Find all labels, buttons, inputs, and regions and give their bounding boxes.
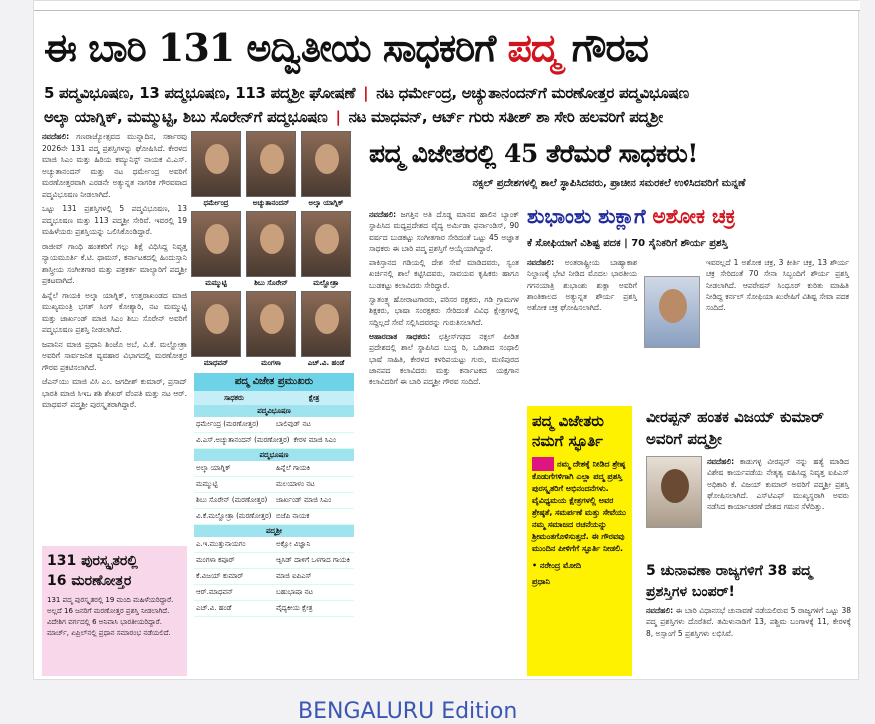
table-row <box>194 553 354 569</box>
photo-shibu-soren <box>246 211 296 291</box>
portrait-image <box>246 131 296 197</box>
table-section-label: ಪದ್ಮವಿಭೂಷಣ <box>194 405 354 417</box>
box-title: 16 ಮರಣೋತ್ತರ <box>47 573 132 589</box>
shubhanshu-body-2: ಇವರಲ್ಲದೆ 1 ಅಶೋಕ ಚಕ್ರ, 3 ಕೀರ್ತಿ ಚಕ್ರ, 13 ಶೌರ್ಯ ಚಕ್ರ ಸೇರಿದಂತೆ 70 ಸೇನಾ ಸಿಬ್ಬಂದಿಗೆ ಶೌರ್ಯ ಪ್ರಶಸ್ತಿ ನೀಡಲಾಗಿದೆ. ಆಪರೇಷನ್ ಸಿಂಧೂರ್ ಕುರಿತು ಮಾಹಿತಿ ನೀಡಿದ್ದ ಕರ್ನಲ್ ಸೋಫಿಯಾ ಖುರೇಷಿಗೆ ವಿಶಿಷ್ಟ ಸೇವಾ ಪದಕ ಸಂದಿದೆ. <box>706 258 849 313</box>
quote-body <box>532 457 627 555</box>
photo-caption: ಮಾಧವನ್ <box>203 359 229 367</box>
photo-caption: ಮಂಗಳಾ <box>261 359 281 367</box>
dateline: ನವದೆಹಲಿ: <box>707 457 735 466</box>
lead-story-column <box>42 131 187 541</box>
table-cell: ವಿ.ಕೆ.ಮಲ್ಹೋತ್ರಾ (ಮರಣೋತ್ತರ) <box>196 512 272 520</box>
table-row <box>194 433 354 449</box>
subhead-line-2 <box>44 105 849 129</box>
table-cell: ಬಾಲಿವುಡ್ ನಟ <box>276 420 311 428</box>
dateline: ನವದೆಹಲಿ: <box>646 606 674 615</box>
table-cell: ಶಿಬು ಸೊರೇನ್ (ಮರಣೋತ್ತರ) <box>196 496 268 504</box>
table-row <box>194 493 354 509</box>
photo-mammootty <box>191 211 241 291</box>
paragraph: ಈ ಬಾರಿ ವಿಧಾನಸಭೆ ಚುನಾವಣೆ ನಡೆಯಲಿರುವ 5 ರಾಜ್ಯಗಳಿಗೆ ಒಟ್ಟು 38 ಪದ್ಮ ಪ್ರಶಸ್ತಿಗಳು ದೊರೆತಿವೆ. ತಮಿಳುನಾಡಿಗೆ 13, ಪಶ್ಚಿಮ ಬಂಗಾಳಕ್ಕೆ 11, ಕೇರಳಕ್ಕೆ 8, ಅಸ್ಸಾಂಗೆ 5 ಪ್ರಶಸ್ತಿಗಳು ಲಭಿಸಿವೆ. <box>646 606 852 638</box>
paragraph: ಗಣರಾಜ್ಯೋತ್ಸವದ ಮುನ್ನಾದಿನ, ಸರ್ಕಾರವು 2026ನೇ 131 ಪದ್ಮ ಪ್ರಶಸ್ತಿಗಳನ್ನು ಘೋಷಿಸಿದೆ. ಕೇರಳದ ಮಾಜಿ ಸಿಎಂ ಮತ್ತು ಹಿರಿಯ ಕಮ್ಯುನಿಸ್ಟ್ ನಾಯಕ ವಿ.ಎಸ್. ಅಚ್ಯುತಾನಂದನ್ ಮತ್ತು ನಟ ಧರ್ಮೇಂದ್ರ ಅವರಿಗೆ ಮರಣೋತ್ತರವಾಗಿ ಎರಡನೇ ಅತ್ಯುನ್ನತ ನಾಗರಿಕ ಗೌರವವಾದ ಪದ್ಮವಿಭೂಷಣ ನೀಡಲಾಗಿದೆ. <box>42 132 187 199</box>
pm-quote-box <box>527 406 632 676</box>
photo-caption: ಅಲ್ಕಾ ಯಾಗ್ನಿಕ್ <box>308 199 344 207</box>
paragraph: ಜೆಎನ್‌ಯು ಮಾಜಿ ವಿಸಿ ಎಂ. ಜಗದೀಶ್ ಕುಮಾರ್, ಪ್ರಸಾದ್ ಭಾರತಿ ಮಾಜಿ ಸಿಇಒ ಶಶಿ ಶೇಖರ್ ವೆಂಪತಿ ಮತ್ತು ನಟ ಆರ್. ಮಾಧವನ್ ಪದ್ಮಶ್ರೀ ಪುರಸ್ಕೃತರಾಗಿದ್ದಾರೆ. <box>42 377 187 409</box>
vijay-kumar-photo <box>646 456 702 528</box>
dateline: ನವದೆಹಲಿ: <box>42 132 70 141</box>
table-cell: ಮಂಗಳಾ ಕಪೂರ್ <box>196 556 235 564</box>
headline-part: ಅಶೋಕ ಚಕ್ರ <box>652 204 736 228</box>
subhead-2a: ಅಲ್ಕಾ ಯಾಗ್ನಿಕ್, ಮಮ್ಮುಟ್ಟಿ, ಶಿಬು ಸೊರೇನ್‌ಗೆ ಪದ್ಮಭೂಷಣ <box>44 108 328 126</box>
portrait-image <box>246 211 296 277</box>
headline-part: ಶುಭಾಂಶು ಶುಕ್ಲಾಗೆ <box>527 204 646 228</box>
subhead-1a: 5 ಪದ್ಮವಿಭೂಷಣ, 13 ಪದ್ಮಭೂಷಣ, 113 ಪದ್ಮಶ್ರೀ ಘೋಷಣೆ <box>44 84 356 102</box>
subhead-line-1 <box>44 81 849 105</box>
table-row <box>194 569 354 585</box>
table-cell: ಮಮ್ಮುಟ್ಟಿ <box>196 480 218 488</box>
subhead-separator: | <box>335 108 341 126</box>
photo-caption: ಎಚ್.ವಿ. ಹಂಡೆ <box>307 359 345 367</box>
subhead-2b: ನಟ ಮಾಧವನ್, ಆರ್ಟ್ ಗುರು ಸತೀಶ್ ಶಾ ಸೇರಿ ಹಲವರಿಗೆ ಪದ್ಮಶ್ರೀ <box>348 108 663 126</box>
newspaper-page <box>33 0 859 680</box>
column-header: ಸಾಧಕರು <box>224 394 244 402</box>
page-top-strip <box>34 1 860 11</box>
paragraph: ರಾಜೀವ್ ಗಾಂಧಿ ಹಂತಕರಿಗೆ ಗಲ್ಲು ಶಿಕ್ಷೆ ವಿಧಿಸಿದ್ದ ನಿವೃತ್ತ ನ್ಯಾಯಮೂರ್ತಿ ಕೆ.ಟಿ. ಥಾಮಸ್, ಕರ್ನಾಟಕದಲ್ಲಿ ಹಿಂದುಸ್ತಾನಿ ಶಾಸ್ತ್ರೀಯ ಸಂಗೀತಗಾರ ಮತ್ತು ಪತ್ರಕರ್ತ ಮಾಲ್ಯಾರಿಗೆ ಪದ್ಮಶ್ರೀ ಪ್ರಕಟವಾಗಿದೆ. <box>42 241 187 285</box>
edition-label[interactable]: BENGALURU Edition <box>298 699 518 724</box>
table-cell: ಕೆ.ವಿಜಯ್ ಕುಮಾರ್ <box>196 572 244 580</box>
portrait-image <box>191 291 241 357</box>
headline-tail: ಗೌರವ <box>571 25 648 70</box>
unsung-heroes-subline: ನಕ್ಸಲ್ ಪ್ರದೇಶಗಳಲ್ಲಿ ಶಾಲೆ ಸ್ಥಾಪಿಸಿದವರು, ಪ್ರಾಚೀನ ಸಮರಕಲೆ ಉಳಿಸಿದವರಿಗೆ ಮನ್ನಣೆ <box>472 178 746 189</box>
photo-achuthanandan <box>246 131 296 211</box>
portrait-image <box>301 211 351 277</box>
table-row <box>194 509 354 525</box>
subsection-label: ಆಹಾರದಾತ ಸಾಧಕರು: <box>369 331 431 341</box>
portrait-image <box>301 291 351 357</box>
table-row <box>194 477 354 493</box>
table-cell: ಕೇರಳ ಮಾಜಿ ಸಿಎಂ <box>293 436 337 444</box>
veerappan-headline: ವೀರಪ್ಪನ್ ಹಂತಕ ವಿಜಯ್ ಕುಮಾರ್ ಅವರಿಗೆ ಪದ್ಮಶ್ರೀ <box>646 408 824 448</box>
quote-author: • ನರೇಂದ್ರ ಮೋದಿ <box>532 561 582 570</box>
quote-text: ನಮ್ಮ ದೇಶಕ್ಕೆ ನೀಡಿದ ಶ್ರೇಷ್ಠ ಕೊಡುಗೆಗಳಿಗಾಗಿ ಎಲ್ಲಾ ಪದ್ಮ ಪ್ರಶಸ್ತಿ ಪುರಸ್ಕೃತರಿಗೆ ಅಭಿನಂದನೆಗಳು. ವೈವಿಧ್ಯಮಯ ಕ್ಷೇತ್ರಗಳಲ್ಲಿ ಅವರ ಶ್ರೇಷ್ಠತೆ, ಸಮರ್ಪಣೆ ಮತ್ತು ಸೇವೆಯು ನಮ್ಮ ಸಮಾಜದ ರಚನೆಯನ್ನು ಶ್ರೀಮಂತಗೊಳಿಸುತ್ತದೆ. ಈ ಗೌರವವು ಮುಂದಿನ ಪೀಳಿಗೆಗೆ ಸ್ಫೂರ್ತಿ ನೀಡಲಿ. <box>532 459 626 553</box>
photo-malhotra <box>301 211 351 291</box>
paragraph: ಹಿನ್ನೆಲೆ ಗಾಯಕಿ ಅಲ್ಕಾ ಯಾಗ್ನಿಕ್, ಉತ್ತರಾಖಂಡದ ಮಾಜಿ ಮುಖ್ಯಮಂತ್ರಿ ಭಗತ್ ಸಿಂಗ್ ಕೋಶ್ಯಾರಿ, ನಟ ಮಮ್ಮುಟ್ಟಿ ಮತ್ತು ಜಾರ್ಖಂಡ್ ಮಾಜಿ ಸಿಎಂ ಶಿಬು ಸೊರೇನ್ ಅವರಿಗೆ ಪದ್ಮಭೂಷಣ ಪ್ರಶಸ್ತಿ ನೀಡಲಾಗಿದೆ. <box>42 290 187 334</box>
quote-mark-icon <box>532 457 554 471</box>
table-row <box>194 601 354 617</box>
table-header <box>194 391 354 405</box>
awardee-table <box>194 373 354 673</box>
paragraph: ಜಗತ್ತಿನ ಅತಿ ದೊಡ್ಡ ಮಾನವ ಹಾಲಿನ ಬ್ಯಾಂಕ್ ಸ್ಥಾಪಿಸಿದ ಮಧ್ಯಪ್ರದೇಶದ ವೈದ್ಯ ಅರ್ಮಿಡಾ ಫರ್ನಾಂಡಿಸ್, 90 ವರ್ಷದ ಬುಡಕಟ್ಟು ಸಂಗೀತಗಾರ ಸೇರಿದಂತೆ ಒಟ್ಟು 45 ಅಜ್ಞಾತ ಸಾಧಕರು ಈ ಬಾರಿ ಪದ್ಮ ಪ್ರಶಸ್ತಿಗೆ ಆಯ್ಕೆಯಾಗಿದ್ದಾರೆ. <box>369 210 519 253</box>
headline-padma: ಪದ್ಮ <box>507 25 560 70</box>
table-cell: ಬಹುಭಾಷಾ ನಟ <box>276 588 313 596</box>
five-states-body <box>646 605 851 675</box>
quote-author-role: ಪ್ರಧಾನಿ <box>532 577 550 586</box>
table-section-label: ಪದ್ಮಭೂಷಣ <box>194 449 354 461</box>
table-cell: ಅಕ್ಷೋ ವಿಜ್ಞಾನಿ <box>276 540 311 548</box>
photo-hande <box>301 291 351 371</box>
table-cell: ಜಾರ್ಖಂಡ್ ಮಾಜಿ ಸಿಎಂ <box>276 496 332 504</box>
dateline: ನವದೆಹಲಿ: <box>527 258 555 267</box>
portrait-image <box>191 211 241 277</box>
photo-caption: ಅಚ್ಯುತಾನಂದನ್ <box>252 199 290 207</box>
portrait-image <box>191 131 241 197</box>
quote-title: ಪದ್ಮ ವಿಜೇತರು ನಮಗೆ ಸ್ಫೂರ್ತಿ <box>532 412 604 450</box>
paragraph: ಒಟ್ಟು 131 ಪ್ರಶಸ್ತಿಗಳಲ್ಲಿ 5 ಪದ್ಮವಿಭೂಷಣ, 13 ಪದ್ಮಭೂಷಣ ಮತ್ತು 113 ಪದ್ಮಶ್ರೀ ಸೇರಿವೆ. ಇವರಲ್ಲಿ 19 ಮಹಿಳೆಯರು ಪ್ರಶಸ್ತಿಯನ್ನು ಒಲಿಸಿಕೊಂಡಿದ್ದಾರೆ. <box>42 204 187 236</box>
main-headline <box>44 19 844 77</box>
photo-dharmendra <box>191 131 241 211</box>
veerappan-body <box>707 456 849 556</box>
photo-madhavan <box>191 291 241 371</box>
dateline: ನವದೆಹಲಿ: <box>369 210 397 219</box>
table-cell: ಆ್ಯಸಿಡ್ ದಾಳಿಗೆ ಒಳಗಾದ ಗಾಯಕಿ <box>276 556 350 564</box>
shubhanshu-photo <box>644 276 700 348</box>
table-cell: ಎ.ಇ.ಮುತ್ತುನಾಯಗಂ <box>196 540 246 548</box>
photo-mangala <box>246 291 296 371</box>
table-row <box>194 417 354 433</box>
unsung-heroes-headline: ಪದ್ಮ ವಿಜೇತರಲ್ಲಿ 45 ತೆರೆಮರೆ ಸಾಧಕರು! <box>369 139 698 168</box>
photo-alka-yagnik <box>301 131 351 211</box>
table-row <box>194 585 354 601</box>
table-cell: ವೈದ್ಯಕೀಯ ಕ್ಷೇತ್ರ <box>276 604 313 612</box>
posthumous-box <box>42 546 187 676</box>
paragraph: ಛತ್ತೀಸ್‌ಗಢದ ನಕ್ಸಲ್ ಪೀಡಿತ ಪ್ರದೇಶದಲ್ಲಿ ಶಾಲೆ ಸ್ಥಾಪಿಸಿದ ಬುದ್ಧ ರಿ, ಒಡಿಶಾದ ಸಂಥಾಲಿ ಭಾಷೆ ಸಾಹಿತಿ, ಕೇರಳದ ಕಳರಿಪಯಟ್ಟು ಗುರು, ಮಣಿಪುರದ ಜಾನಪದ ಕಲಾವಿದರು ಮತ್ತು ಕರ್ನಾಟಕದ ಯಕ್ಷಗಾನ ಕಲಾವಿದರಿಗೆ ಈ ಬಾರಿ ಪದ್ಮಶ್ರೀ ಗೌರವ ಸಂದಿದೆ. <box>369 331 519 387</box>
photo-caption: ಮಲ್ಹೋತ್ರಾ <box>313 279 339 287</box>
headline-main: ಈ ಬಾರಿ 131 ಅದ್ವಿತೀಯ ಸಾಧಕರಿಗೆ <box>44 25 496 70</box>
table-cell: ಎಚ್.ವಿ. ಹಂಡೆ <box>196 604 232 612</box>
paragraph: ಕಾಡುಗಳ್ಳ ವೀರಪ್ಪನ್ ನನ್ನು ಹತ್ಯೆ ಮಾಡಿದ ವಿಶೇಷ ಕಾರ್ಯಪಡೆಯ ನೇತೃತ್ವ ವಹಿಸಿದ್ದ ನಿವೃತ್ತ ಐಪಿಎಸ್ ಅಧಿಕಾರಿ ಕೆ. ವಿಜಯ್ ಕುಮಾರ್ ಅವರಿಗೆ ಪದ್ಮಶ್ರೀ ಪ್ರಶಸ್ತಿ ಘೋಷಿಸಲಾಗಿದೆ. ಎಸ್‌ಟಿಎಫ್ ಮುಖ್ಯಸ್ಥರಾಗಿ ಅವರು ನಡೆಸಿದ ಕಾರ್ಯಾಚರಣೆ ದೇಶದ ಗಮನ ಸೆಳೆದಿತ್ತು. <box>707 457 849 512</box>
table-cell: ಮಾಜಿ ಐಪಿಎಸ್ <box>276 572 312 580</box>
shubhanshu-headline <box>527 201 847 231</box>
shubhanshu-subline: ಕೆ ಸೋಫಿಯಾಗೆ ವಿಶಿಷ್ಟ ಪದಕ | 70 ಸೈನಿಕರಿಗೆ ಶೌರ್ಯ ಪ್ರಶಸ್ತಿ <box>527 238 728 249</box>
box-title: 131 ಪುರಸ್ಕೃತರಲ್ಲಿ <box>47 553 138 569</box>
photo-caption: ಮಮ್ಮುಟ್ಟಿ <box>205 279 227 287</box>
photo-caption: ಶಿಬು ಸೊರೇನ್ <box>254 279 288 287</box>
table-cell: ಆರ್.ಮಾಧವನ್ <box>196 588 234 596</box>
column-header: ಕ್ಷೇತ್ರ <box>308 394 320 402</box>
table-cell: ವಿ.ಎಸ್.ಅಚ್ಯುತಾನಂದನ್ (ಮರಣೋತ್ತರ) <box>196 436 290 444</box>
shubhanshu-body <box>527 257 637 407</box>
table-row <box>194 461 354 477</box>
table-cell: ಅಲ್ಕಾ ಯಾಗ್ನಿಕ್ <box>196 464 231 472</box>
table-cell: ಧರ್ಮೇಂದ್ರ (ಮರಣೋತ್ತರ) <box>196 420 259 428</box>
box-body: 131 ಪದ್ಮ ಪುರಸ್ಕೃತರಲ್ಲಿ 19 ಮಂದಿ ಮಹಿಳೆಯರಿದ್ದಾರೆ. ಅಲ್ಲದೆ 16 ಜನರಿಗೆ ಮರಣೋತ್ತರ ಪ್ರಶಸ್ತಿ ನೀಡಲಾಗಿದೆ. ವಿದೇಶಿಗ ವರ್ಗದಲ್ಲಿ 6 ಅನಿವಾಸಿ ಭಾರತೀಯರಿದ್ದಾರೆ. ಮಾರ್ಚ್, ಏಪ್ರಿಲ್‌ನಲ್ಲಿ ಪ್ರಧಾನ ಸಮಾರಂಭ ನಡೆಯಲಿದೆ. <box>47 596 174 637</box>
table-section-label: ಪದ್ಮಶ್ರೀ <box>194 525 354 537</box>
paragraph: ಜಪಾನಿನ ಮಾಜಿ ಪ್ರಧಾನಿ ಶಿಂಜೊ ಅಬೆ, ವಿ.ಕೆ. ಮಲ್ಹೋತ್ರಾ ಅವರಿಗೆ ಸಾರ್ವಜನಿಕ ವ್ಯವಹಾರ ವಿಭಾಗದಲ್ಲಿ ಮರಣೋತ್ತರ ಗೌರವ ಪ್ರಕಟಿಸಲಾಗಿದೆ. <box>42 339 187 372</box>
portrait-image <box>246 291 296 357</box>
table-title: ಪದ್ಮ ವಿಜೇತ ಪ್ರಮುಖರು <box>194 373 354 391</box>
unsung-heroes-column <box>369 209 519 674</box>
paragraph: ಅಂತರಾಷ್ಟ್ರೀಯ ಬಾಹ್ಯಾಕಾಶ ನಿಲ್ದಾಣಕ್ಕೆ ಭೇಟಿ ನೀಡಿದ ಮೊದಲ ಭಾರತೀಯ ಗಗನಯಾತ್ರಿ ಶುಭಾಂಶು ಶುಕ್ಲಾ ಅವರಿಗೆ ಶಾಂತಿಕಾಲದ ಅತ್ಯುನ್ನತ ಶೌರ್ಯ ಪ್ರಶಸ್ತಿ ಅಶೋಕ ಚಕ್ರ ಘೋಷಿಸಲಾಗಿದೆ. <box>527 258 637 313</box>
paragraph: ಸ್ವಾತಂತ್ರ್ಯ ಹೋರಾಟಗಾರರು, ಪರಿಸರ ರಕ್ಷಕರು, ಗಡಿ ಗ್ರಾಮಗಳ ಶಿಕ್ಷಕರು, ಭಾಷಾ ಸಂರಕ್ಷಕರು ಸೇರಿದಂತೆ ವಿವಿಧ ಕ್ಷೇತ್ರಗಳಲ್ಲಿ ಸದ್ದಿಲ್ಲದೆ ಸೇವೆ ಸಲ್ಲಿಸಿದವರನ್ನು ಗುರುತಿಸಲಾಗಿದೆ. <box>369 295 519 327</box>
portrait-image <box>301 131 351 197</box>
table-row <box>194 537 354 553</box>
table-cell: ಬಿಜೆಪಿ ನಾಯಕ <box>276 512 310 520</box>
awardee-photo-grid <box>191 131 356 371</box>
paragraph: ಪಾಕಿಸ್ತಾನದ ಗಡಿಯಲ್ಲಿ ದೇಶ ಸೇವೆ ಮಾಡಿದವರು, ಸ್ವಂತ ಖರ್ಚಿನಲ್ಲಿ ಶಾಲೆ ಕಟ್ಟಿಸಿದವರು, ಸಾವಯವ ಕೃಷಿಕರು ಹಾಗೂ ಬುಡಕಟ್ಟು ಕಲಾವಿದರು ಸೇರಿದ್ದಾರೆ. <box>369 258 519 290</box>
five-states-headline: 5 ಚುನಾವಣಾ ರಾಜ್ಯಗಳಿಗೆ 38 ಪದ್ಮ ಪ್ರಶಸ್ತಿಗಳ ಬಂಪರ್! <box>646 563 812 600</box>
photo-caption: ಧರ್ಮೇಂದ್ರ <box>203 199 229 207</box>
subhead-1b: ನಟ ಧರ್ಮೇಂದ್ರ, ಅಚ್ಯುತಾನಂದನ್‌ಗೆ ಮರಣೋತ್ತರ ಪದ್ಮವಿಭೂಷಣ <box>376 84 689 102</box>
table-cell: ಮಲಯಾಳಂ ನಟ <box>276 480 315 488</box>
table-cell: ಹಿನ್ನೆಲೆ ಗಾಯಕಿ <box>276 464 310 472</box>
subhead-separator: | <box>363 84 369 102</box>
